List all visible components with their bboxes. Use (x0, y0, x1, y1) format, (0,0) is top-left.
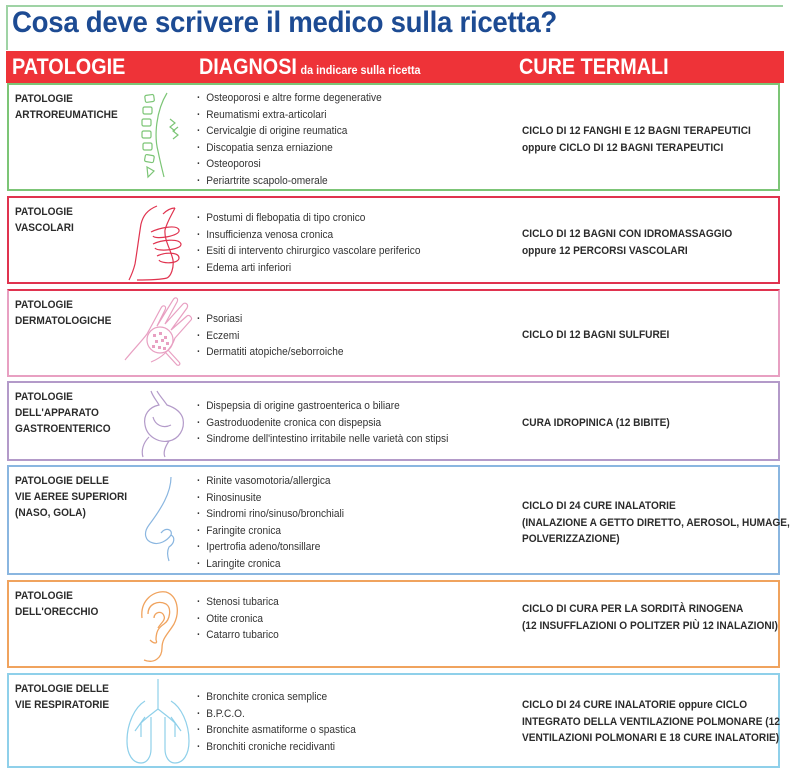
header-diagnosi-label: DIAGNOSI (199, 54, 297, 79)
cure-line: oppure CICLO DI 12 BAGNI TERAPEUTICI (522, 141, 724, 154)
diagnoses-list (197, 90, 398, 189)
cure-line: POLVERIZZAZIONE) (522, 533, 620, 545)
diagnoses-list (197, 311, 356, 361)
hand-magnifier-icon (121, 294, 201, 376)
row-vascolari (7, 196, 780, 284)
pathology-line: DERMATOLOGICHE (15, 315, 112, 327)
pathology-line: PATOLOGIE (15, 299, 73, 311)
pathology-line: DELL'APPARATO (15, 407, 99, 419)
diagnosis-item: · B.P.C.O. (197, 706, 356, 723)
pathology-line: PATOLOGIE (15, 391, 73, 403)
diagnosis-item: · Esiti di intervento chirurgico vascolare periferico (197, 243, 421, 260)
pathology-label (15, 681, 109, 713)
diagnosis-item: · Psoriasi (197, 311, 343, 328)
diagnosis-item: · Faringite cronica (197, 523, 344, 540)
header-patologie: PATOLOGIE (12, 54, 126, 79)
row-vie-aeree (7, 465, 790, 575)
pathology-label (15, 389, 111, 437)
pathology-line: (NASO, GOLA) (15, 507, 86, 519)
diagnosis-item: · Cervicalgie di origine reumatica (197, 123, 382, 140)
diagnosis-item: · Sindrome dell'intestino irritabile nelle varietà con stipsi (197, 431, 448, 448)
diagnosis-item: · Bronchiti croniche recidivanti (197, 739, 356, 756)
row-artroreumatiche (7, 83, 780, 191)
diagnosis-item: · Bronchite asmatiforme o spastica (197, 722, 356, 739)
pathology-line: PATOLOGIE (15, 93, 73, 105)
pathology-line: PATOLOGIE DELLE (15, 683, 109, 695)
cure-line: CICLO DI 12 BAGNI CON IDROMASSAGGIO (522, 228, 733, 240)
diagnoses-list (197, 594, 286, 644)
diagnosis-item: · Dermatiti atopiche/seborroiche (197, 344, 343, 361)
diagnosis-item: · Edema arti inferiori (197, 260, 421, 277)
diagnosis-item: · Postumi di flebopatia di tipo cronico (197, 210, 421, 227)
nose-icon (141, 475, 186, 563)
diagnosis-item: · Insufficienza venosa cronica (197, 227, 421, 244)
pathology-label (15, 588, 98, 620)
diagnosis-item: · Discopatia senza erniazione (197, 140, 382, 157)
diagnosis-item: · Osteoporosi e altre forme degenerative (197, 90, 382, 107)
pathology-line: PATOLOGIE DELLE (15, 475, 109, 487)
pathology-line: GASTROENTERICO (15, 423, 111, 435)
spine-icon (134, 91, 184, 179)
cure-line: CURA IDROPINICA (12 BIBITE) (522, 417, 670, 429)
diagnosis-item: · Reumatismi extra-articolari (197, 107, 382, 124)
pathology-line: VASCOLARI (15, 222, 74, 234)
header-diagnosi (199, 54, 421, 80)
diagnoses-list (197, 210, 440, 276)
pathology-line: PATOLOGIE (15, 590, 73, 602)
cure-line: INTEGRATO DELLA VENTILAZIONE POLMONARE (12 (522, 715, 780, 728)
cure-line: (INALAZIONE A GETTO DIRETTO, AEROSOL, HUMAGE, (522, 516, 790, 529)
header-cure-termali: CURE TERMALI (519, 54, 669, 79)
diagnoses-list (197, 473, 357, 572)
diagnosis-item: · Otite cronica (197, 611, 279, 628)
diagnosis-item: · Sindromi rino/sinuso/bronchiali (197, 506, 344, 523)
diagnosis-item: · Bronchite cronica semplice (197, 689, 356, 706)
row-dermatologiche (7, 289, 780, 377)
page-title: Cosa deve scrivere il medico sulla ricetta? (12, 6, 557, 39)
cure-line: CICLO DI 12 BAGNI SULFUREI (522, 329, 670, 341)
cure-text (522, 226, 732, 259)
pathology-label (15, 91, 118, 123)
cure-text (522, 327, 669, 344)
diagnosis-item: · Rinite vasomotoria/allergica (197, 473, 344, 490)
pathology-line: VIE AEREE SUPERIORI (15, 491, 128, 503)
diagnosis-item: · Gastroduodenite cronica con dispepsia (197, 415, 448, 432)
diagnosis-item: · Osteoporosi (197, 156, 382, 173)
row-respiratorie (7, 673, 780, 768)
leg-icon (127, 202, 192, 282)
cure-text (522, 697, 780, 747)
pathology-line: VIE RESPIRATORIE (15, 699, 110, 711)
diagnosis-item: · Laringite cronica (197, 556, 344, 573)
stomach-icon (139, 389, 189, 459)
pathology-label (15, 204, 74, 236)
pathology-line: ARTROREUMATICHE (15, 109, 118, 121)
table-header (6, 51, 784, 83)
cure-text (522, 123, 751, 156)
diagnosis-item: · Periartrite scapolo-omerale (197, 173, 382, 190)
pathology-label (15, 297, 111, 329)
lungs-icon (123, 677, 193, 767)
header-diagnosi-sub: da indicare sulla ricetta (300, 63, 421, 77)
diagnoses-list (197, 689, 370, 755)
ear-icon (132, 588, 182, 666)
diagnosis-item: · Dispepsia di origine gastroenterica o biliare (197, 398, 448, 415)
cure-line: CICLO DI CURA PER LA SORDITÀ RINOGENA (522, 603, 744, 615)
cure-line: CICLO DI 12 FANGHI E 12 BAGNI TERAPEUTICI (522, 125, 751, 137)
frame-border-left (6, 5, 8, 50)
cure-line: (12 INSUFFLAZIONI O POLITZER PIÙ 12 INALAZIONI) (522, 619, 778, 632)
row-gastroenterico (7, 381, 780, 461)
row-orecchio (7, 580, 780, 668)
cure-line: CICLO DI 24 CURE INALATORIE (522, 500, 676, 512)
cure-text (522, 498, 790, 548)
pathology-label (15, 473, 127, 521)
diagnosis-item: · Stenosi tubarica (197, 594, 279, 611)
cure-line: CICLO DI 24 CURE INALATORIE oppure CICLO (522, 699, 748, 711)
cure-line: VENTILAZIONI POLMONARI E 18 CURE INALATORIE) (522, 732, 780, 744)
cure-text (522, 601, 778, 634)
pathology-line: DELL'ORECCHIO (15, 606, 99, 618)
pathology-line: PATOLOGIE (15, 206, 73, 218)
cure-text (522, 415, 670, 432)
diagnosis-item: · Ipertrofia adeno/tonsillare (197, 539, 344, 556)
diagnosis-item: · Catarro tubarico (197, 627, 279, 644)
diagnosis-item: · Rinosinusite (197, 490, 344, 507)
diagnoses-list (197, 398, 470, 448)
diagnosis-item: · Eczemi (197, 328, 343, 345)
cure-line: oppure 12 PERCORSI VASCOLARI (522, 244, 688, 257)
